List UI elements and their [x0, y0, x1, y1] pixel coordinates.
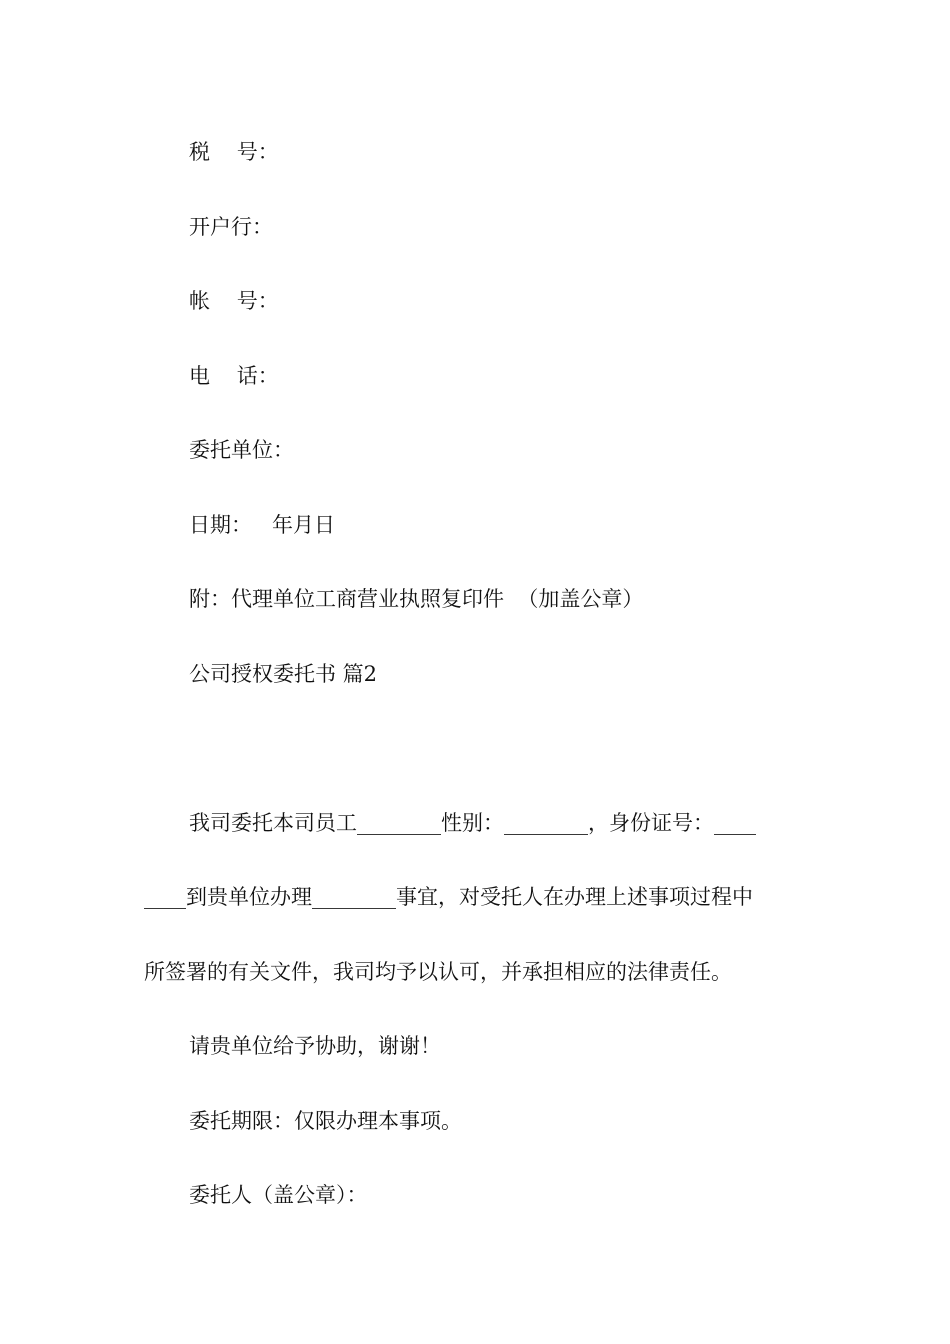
body-paragraph-line-1: 我司委托本司员工________性别：________，身份证号：____	[189, 811, 756, 835]
term-line: 委托期限：仅限办理本事项。	[189, 1109, 462, 1133]
section-heading: 公司授权委托书 篇2	[189, 662, 378, 686]
body-paragraph-line-3: 所签署的有关文件，我司均予以认可，并承担相应的法律责任。	[144, 960, 732, 984]
bank-label: 开户行：	[189, 215, 273, 239]
phone-label: 电 话：	[189, 364, 279, 388]
request-line: 请贵单位给予协助，谢谢！	[189, 1034, 441, 1058]
principal-line: 委托人（盖公章）：	[189, 1183, 368, 1207]
tax-number-label: 税 号：	[189, 140, 279, 164]
attachment-line: 附：代理单位工商营业执照复印件 （加盖公章）	[189, 587, 644, 611]
account-label: 帐 号：	[189, 289, 279, 313]
body-paragraph-line-2: ____到贵单位办理________事宜，对受托人在办理上述事项过程中	[144, 885, 753, 909]
client-unit-label: 委托单位：	[189, 438, 294, 462]
date-line: 日期： 年月日	[189, 513, 336, 537]
